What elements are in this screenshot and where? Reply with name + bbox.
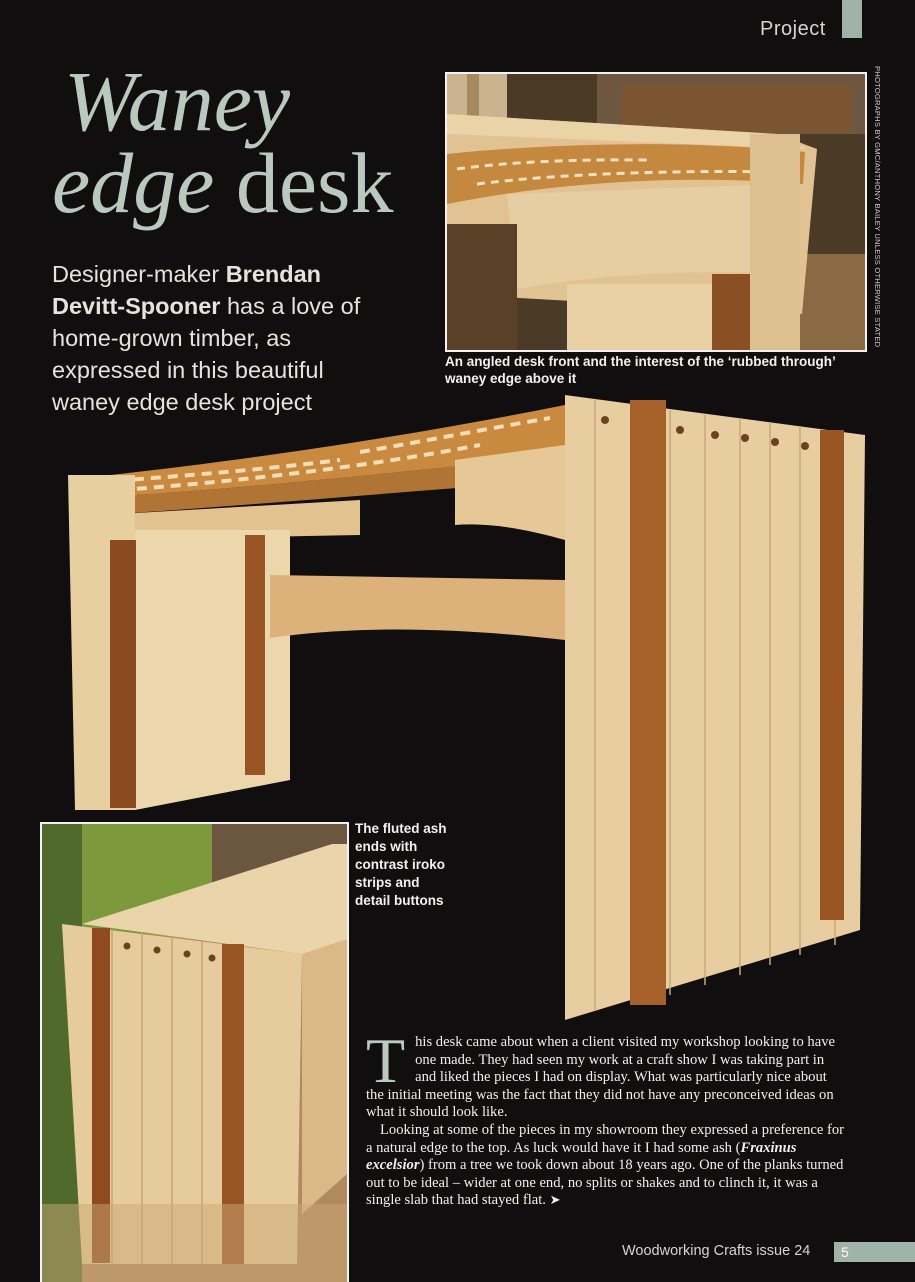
footer-page-number: 5 — [834, 1242, 915, 1262]
species-name: Fraxinus excelsior — [366, 1139, 797, 1174]
title-desk: desk — [235, 135, 394, 231]
standfirst-post: has a love of home-grown timber, as expressed in this beautiful waney edge desk project — [52, 293, 361, 415]
caption-top: An angled desk front and the interest of the ‘rubbed through’ waney edge above it — [445, 354, 836, 386]
paragraph-2 — [366, 1122, 846, 1210]
photo-fluted-end — [40, 822, 349, 1282]
paragraph-2-a: Looking at some of the pieces in my showroom they expressed a preference for a natural edge to the top. As luck would have it I had some ash ( — [366, 1121, 845, 1156]
paragraph-2-b: ) from a tree we took down about 18 years ago. One of the planks turned out to be ideal – wider at one end, no splits or shakes and to clinch it, it was a single slab that had stayed flat. — [366, 1157, 844, 1209]
title-line-2 — [52, 135, 432, 231]
caption-side: The fluted ash ends with contrast iroko strips and detail buttons — [355, 821, 447, 908]
photo-credit: PHOTOGRAPHS BY GMC/ANTHONY BAILEY UNLESS OTHERWISE STATED — [873, 66, 882, 348]
body-copy — [366, 1025, 846, 1210]
paragraph-1: his desk came about when a client visited my workshop looking to have one made. They had seen my work at a craft show I was taking part in and liked the pieces I had on display. What was particularly nice about the initial meeting was the fact that they did not have any preconceived ideas on what it should look like. — [366, 1034, 835, 1121]
title-edge: edge — [52, 135, 215, 231]
photo-desk-front-image — [447, 74, 865, 350]
drop-cap: T — [366, 1025, 406, 1096]
section-tag: Project — [760, 18, 826, 40]
title-line-1: Waney — [64, 53, 291, 149]
standfirst-name: Brendan Devitt-Spooner — [52, 261, 322, 319]
section-tag-bar — [842, 0, 862, 38]
article-title — [52, 53, 432, 231]
standfirst-pre: Designer-maker — [52, 261, 226, 287]
continue-arrow-icon: ➤ — [549, 1193, 561, 1209]
photo-desk-front — [445, 72, 867, 352]
photo-fluted-end-image — [42, 824, 347, 1282]
footer-publication: Woodworking Crafts issue 24 — [622, 1243, 811, 1259]
